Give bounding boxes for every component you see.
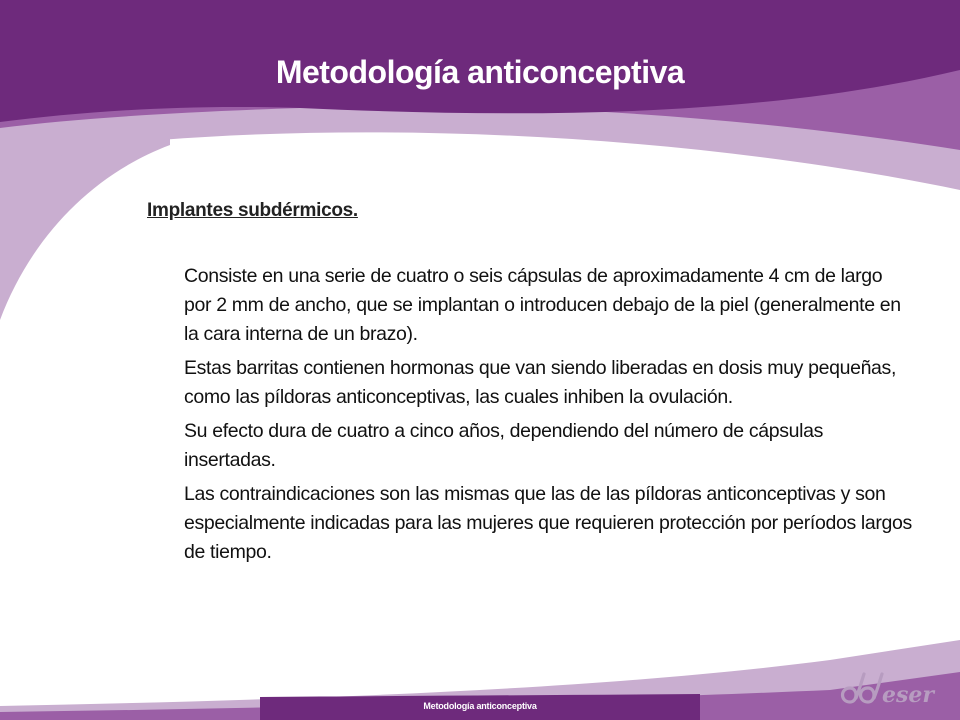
paragraph-1: Consiste en una serie de cuatro o seis cápsulas de aproximadamente 4 cm de largo por 2 mm de ancho, que se implantan o introducen debajo de la piel (generalmente en la cara interna de un brazo). <box>184 265 901 345</box>
footer-text: Metodología anticonceptiva <box>423 701 537 711</box>
logo-wordmark: eser <box>882 682 934 708</box>
content-list <box>184 262 914 572</box>
paragraph-4: Las contraindicaciones son las mismas que las de las píldoras anticonceptivas y son especialmente indicadas para las mujeres que requieren protección por períodos largos de tiempo. <box>184 483 912 563</box>
paragraph-2: Estas barritas contienen hormonas que van siendo liberadas en dosis muy pequeñas, como las píldoras anticonceptivas, las cuales inhiben la ovulación. <box>184 357 897 408</box>
paragraph-3: Su efecto dura de cuatro a cinco años, dependiendo del número de cápsulas insertadas. <box>184 420 823 471</box>
ddeser-logo <box>836 668 946 712</box>
section-heading: Implantes subdérmicos. <box>147 200 358 221</box>
slide-title: Metodología anticonceptiva <box>275 54 685 90</box>
